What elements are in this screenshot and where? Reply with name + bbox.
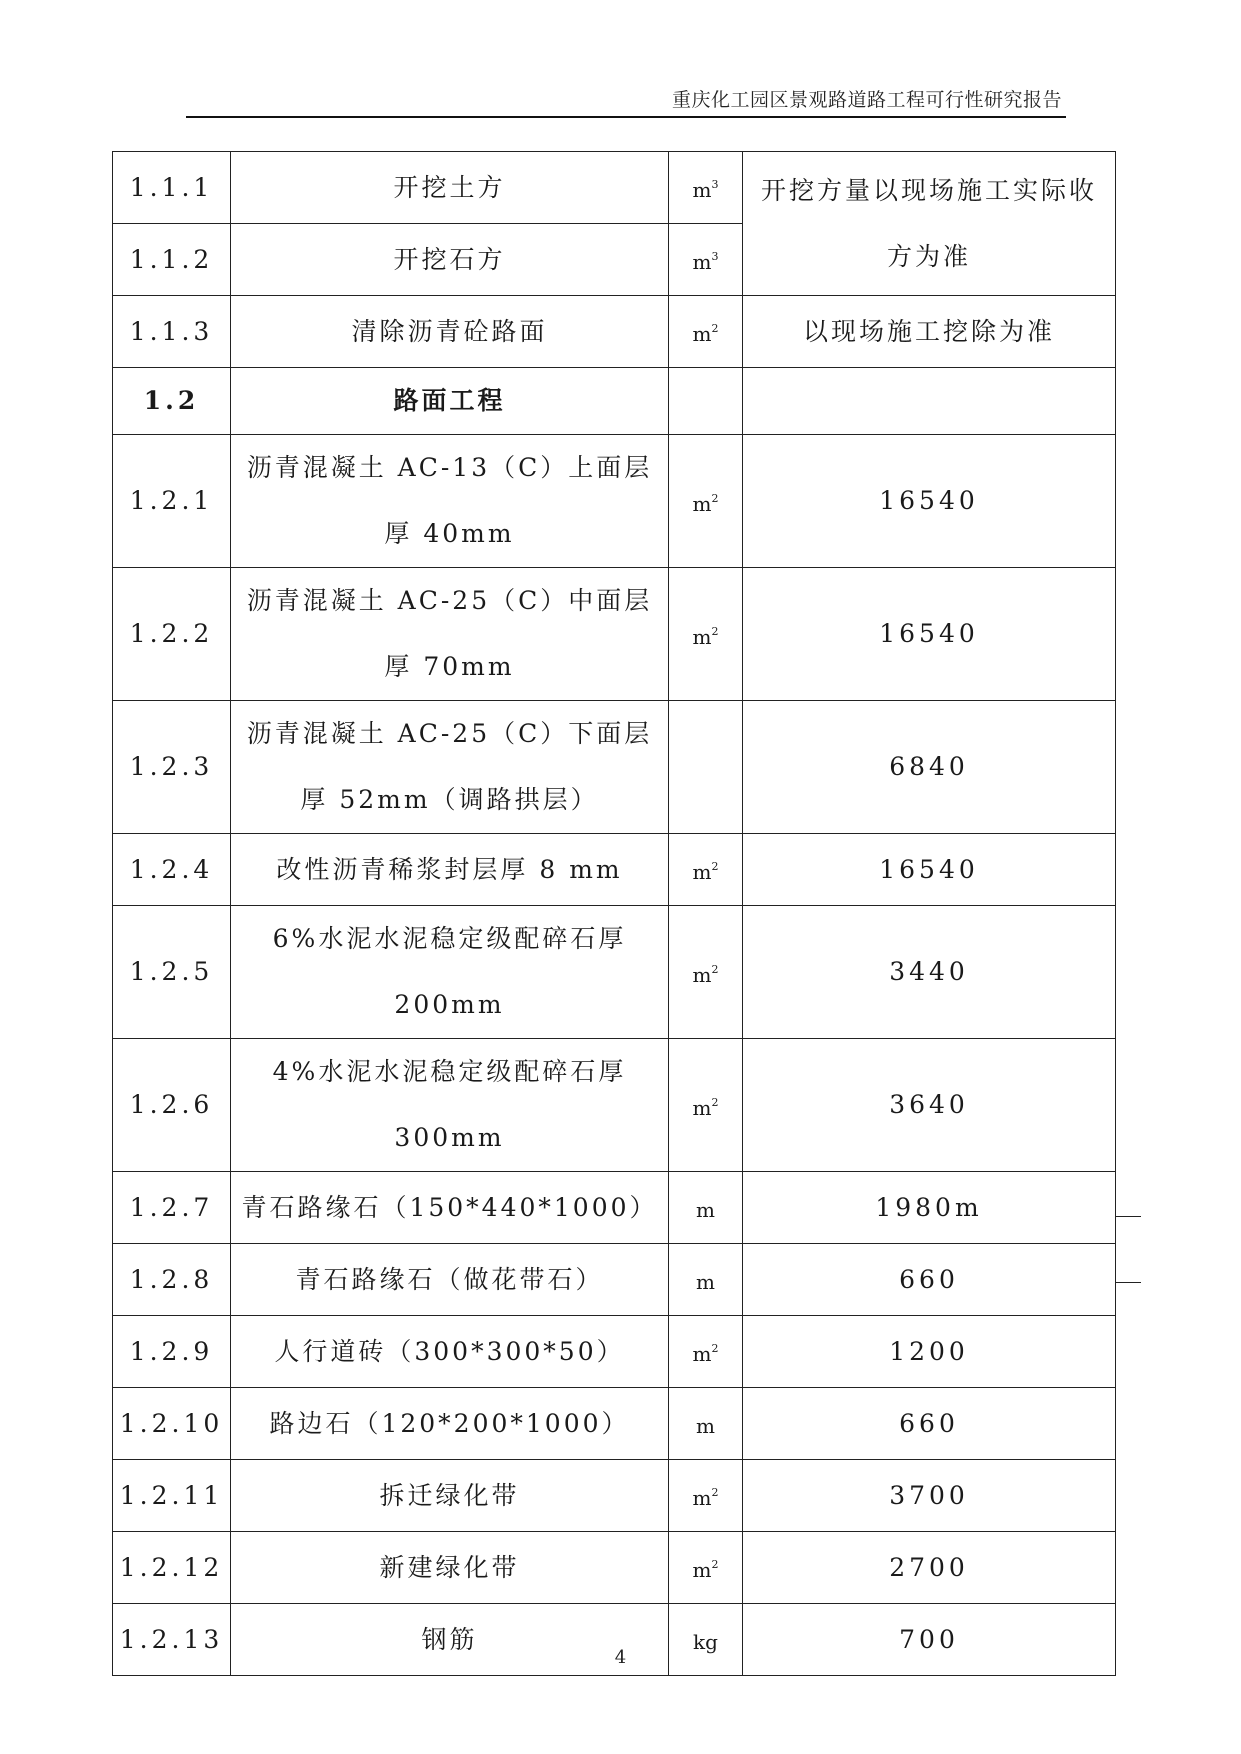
item-name: 开挖石方 (231, 224, 669, 296)
page-header (186, 86, 1066, 118)
item-number: 1.2.13 (113, 1604, 231, 1676)
item-name: 开挖土方 (231, 152, 669, 224)
item-unit (669, 435, 743, 568)
quantity-table-wrapper (112, 151, 1116, 1676)
item-number: 1.2.1 (113, 435, 231, 568)
item-unit (669, 1039, 743, 1172)
item-name: 6%水泥水泥稳定级配碎石厚 200mm (231, 906, 669, 1039)
item-number: 1.2.3 (113, 701, 231, 834)
item-quantity: 2700 (743, 1532, 1116, 1604)
item-unit (669, 152, 743, 224)
unit-text: m (692, 250, 712, 274)
unit-text: m (696, 1270, 715, 1294)
quantity-table (112, 151, 1116, 1676)
unit-superscript: 2 (711, 1342, 719, 1355)
item-unit (669, 368, 743, 435)
unit-superscript: 3 (711, 250, 719, 263)
item-quantity (743, 152, 1116, 296)
item-unit (669, 1244, 743, 1316)
item-quantity: 700 (743, 1604, 1116, 1676)
item-number: 1.2.10 (113, 1388, 231, 1460)
item-name: 青石路缘石（做花带石） (231, 1244, 669, 1316)
item-name: 清除沥青砼路面 (231, 296, 669, 368)
unit-text: m (696, 1198, 715, 1222)
table-row (113, 152, 1116, 224)
table-row (113, 1244, 1116, 1316)
table-row (113, 435, 1116, 568)
unit-text: m (692, 962, 712, 987)
table-row (113, 906, 1116, 1039)
item-unit (669, 1388, 743, 1460)
unit-text: m (696, 1414, 715, 1438)
unit-superscript: 2 (711, 1486, 719, 1499)
item-unit (669, 568, 743, 701)
item-quantity (743, 368, 1116, 435)
item-number: 1.2.9 (113, 1316, 231, 1388)
unit-superscript: 2 (711, 322, 719, 335)
page-number: 4 (614, 1647, 627, 1668)
item-quantity: 3700 (743, 1460, 1116, 1532)
item-unit (669, 1460, 743, 1532)
item-quantity: 3640 (743, 1039, 1116, 1172)
item-name: 改性沥青稀浆封层厚 8 mm (231, 834, 669, 906)
item-name: 新建绿化带 (231, 1532, 669, 1604)
item-unit (669, 1532, 743, 1604)
item-unit (669, 1316, 743, 1388)
unit-superscript: 2 (711, 860, 719, 873)
item-name: 沥青混凝土 AC-25（C）中面层厚 70mm (231, 568, 669, 701)
section-title: 路面工程 (231, 368, 669, 435)
item-unit (669, 224, 743, 296)
item-number: 1.2.8 (113, 1244, 231, 1316)
item-quantity: 660 (743, 1388, 1116, 1460)
table-row (113, 1172, 1116, 1244)
unit-superscript: 3 (711, 178, 719, 191)
unit-text: m (692, 860, 712, 884)
item-name: 青石路缘石（150*440*1000） (231, 1172, 669, 1244)
table-row (113, 1316, 1116, 1388)
unit-superscript: 2 (711, 1095, 719, 1109)
table-edge-stub (1115, 1282, 1141, 1283)
item-unit (669, 1172, 743, 1244)
unit-text: m (692, 1342, 712, 1366)
item-unit (669, 834, 743, 906)
item-quantity: 16540 (743, 435, 1116, 568)
item-unit (669, 906, 743, 1039)
item-name: 4%水泥水泥稳定级配碎石厚 300mm (231, 1039, 669, 1172)
item-number: 1.1.2 (113, 224, 231, 296)
item-number: 1.2.5 (113, 906, 231, 1039)
section-row (113, 368, 1116, 435)
quantity-note: 开挖方量以现场施工实际收方为准 (760, 175, 1097, 271)
item-name: 拆迁绿化带 (231, 1460, 669, 1532)
unit-text: m (692, 624, 712, 649)
item-quantity: 660 (743, 1244, 1116, 1316)
table-row (113, 1532, 1116, 1604)
section-number: 1.2 (113, 368, 231, 435)
table-row (113, 568, 1116, 701)
item-unit (669, 701, 743, 834)
table-row (113, 1039, 1116, 1172)
item-number: 1.2.2 (113, 568, 231, 701)
unit-superscript: 2 (711, 1558, 719, 1571)
unit-text: m (692, 1486, 712, 1510)
unit-text: m (692, 1558, 712, 1582)
item-quantity: 以现场施工挖除为准 (743, 296, 1116, 368)
document-title: 重庆化工园区景观路道路工程可行性研究报告 (671, 89, 1062, 111)
item-name: 路边石（120*200*1000） (231, 1388, 669, 1460)
unit-text: m (692, 1095, 712, 1120)
item-name: 钢筋 (231, 1604, 669, 1676)
table-row (113, 1460, 1116, 1532)
item-name: 人行道砖（300*300*50） (231, 1316, 669, 1388)
item-number: 1.2.12 (113, 1532, 231, 1604)
item-quantity: 1980m (743, 1172, 1116, 1244)
unit-text: kg (693, 1630, 718, 1654)
unit-text: m (692, 178, 712, 202)
item-number: 1.2.6 (113, 1039, 231, 1172)
item-unit (669, 296, 743, 368)
item-name: 沥青混凝土 AC-25（C）下面层厚 52mm（调路拱层） (231, 701, 669, 834)
unit-text: m (692, 491, 712, 516)
item-quantity: 6840 (743, 701, 1116, 834)
unit-superscript: 2 (711, 624, 719, 638)
item-quantity: 3440 (743, 906, 1116, 1039)
item-number: 1.1.1 (113, 152, 231, 224)
item-number: 1.2.7 (113, 1172, 231, 1244)
item-number: 1.2.4 (113, 834, 231, 906)
item-quantity: 16540 (743, 568, 1116, 701)
item-quantity: 1200 (743, 1316, 1116, 1388)
item-number: 1.2.11 (113, 1460, 231, 1532)
unit-superscript: 2 (711, 962, 719, 976)
unit-superscript: 2 (711, 491, 719, 505)
item-number: 1.1.3 (113, 296, 231, 368)
table-row (113, 701, 1116, 834)
unit-text: m (692, 322, 712, 346)
table-edge-stub (1115, 1216, 1141, 1217)
table-row (113, 1388, 1116, 1460)
item-quantity: 16540 (743, 834, 1116, 906)
item-name: 沥青混凝土 AC-13（C）上面层厚 40mm (231, 435, 669, 568)
table-row (113, 296, 1116, 368)
table-row (113, 834, 1116, 906)
